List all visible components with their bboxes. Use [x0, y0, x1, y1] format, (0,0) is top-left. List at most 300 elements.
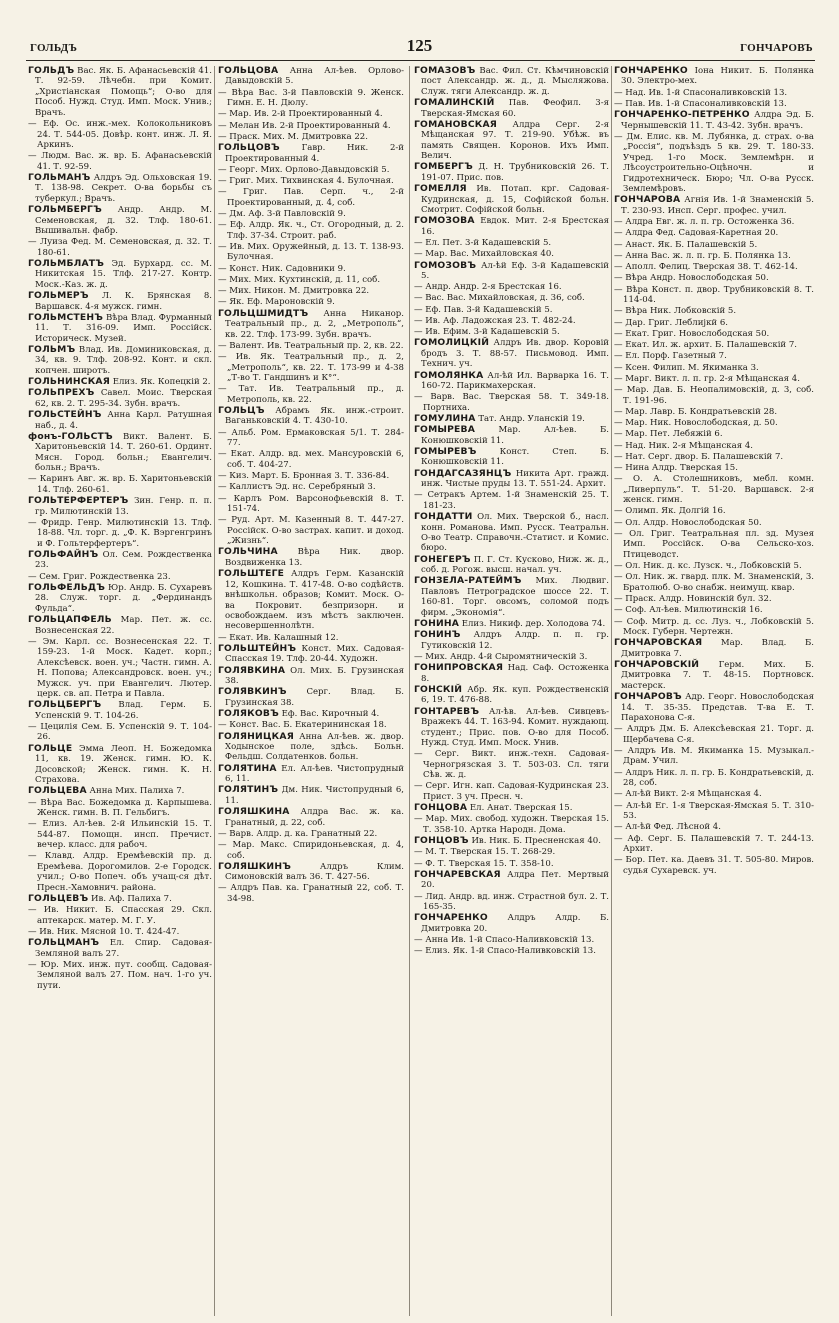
- directory-column-4: [614, 66, 814, 1316]
- directory-entry: [218, 709, 404, 719]
- entry-text: — Еф. Ос. инж.-мех. Колокольниковъ 24. Т. 544-05. Довѣр. конт. инж. Л. Я. Аркинъ.: [28, 119, 212, 150]
- entry-surname: ГОНСКІЙ: [414, 683, 463, 695]
- entry-text: — Киз. Март. Б. Бронная 3. Т. 336-84.: [218, 471, 390, 482]
- entry-text: — Мих. Мих. Кухтинскій, д. 11, соб.: [218, 274, 381, 285]
- directory-subentry: [218, 449, 404, 470]
- entry-text: — Ел. Пет. 3-й Кадашевскій 5.: [414, 238, 552, 249]
- directory-subentry: [28, 151, 212, 172]
- entry-text: Агнія Ив. 1-й Знаменскій 5. Т. 230-93. Инсп. Серг. профес. учил.: [621, 195, 814, 216]
- entry-text: Ал-ѣв. Ал-ѣев. Сивцевъ-Вражекъ 44. Т. 163-94. Комит. нуждающ. студент.; Прис. пов. О-во для Пособ. Нужд. Студ. Имп. Моск. Унив.: [421, 706, 609, 748]
- directory-subentry: [614, 789, 814, 799]
- directory-subentry: [614, 273, 814, 283]
- entry-text: — Олимп. Як. Долгій 16.: [614, 506, 726, 517]
- entry-surname: ГОНЧАРОВЪ: [614, 691, 682, 703]
- entry-text: — Праск. Мих. М. Дмитровка 22.: [218, 131, 368, 142]
- entry-text: — Алдръ Дм. Б. Алексѣевская 21. Торг. д. Щербачева С-я.: [614, 724, 814, 745]
- directory-entry: [414, 371, 609, 392]
- directory-entry: [218, 66, 404, 87]
- entry-text: Серг. Влад. Б. Грузинская 38.: [225, 687, 404, 708]
- entry-text: — Аполл. Фелиц. Тверская 38. Т. 462-14.: [614, 262, 798, 273]
- directory-subentry: [614, 855, 814, 876]
- entry-text: — Соф. Ал-ѣев. Милютинскій 16.: [614, 605, 763, 616]
- entry-text: Адр. Георг. Новослободская 14. Т. 35-35. Представ. Т-ва Е. Т. Парахонова С-я.: [621, 692, 814, 724]
- directory-subentry: [614, 285, 814, 306]
- entry-text: Вѣра Ник. двор. Воздвиженка 13.: [225, 547, 404, 568]
- entry-text: — Дар. Григ. Леблиjкй 6.: [614, 317, 728, 328]
- directory-subentry: [414, 305, 609, 315]
- entry-text: — Алдра Фед. Садовая-Каретная 20.: [614, 228, 779, 239]
- entry-text: Гавр. Ник. 2-й Проектированный 4.: [225, 143, 404, 164]
- entry-text: — Ал-ѣй Фед. Лѣсной 4.: [614, 822, 721, 833]
- directory-subentry: [414, 935, 609, 945]
- directory-entry: [28, 550, 212, 571]
- directory-subentry: [614, 518, 814, 528]
- entry-text: — Андр. Андр. 2-я Брестская 16.: [414, 282, 562, 293]
- entry-text: Вас. Як. Б. Афанасьевскій 41. Т. 92-59. Лѣчебн. при Комит. „Христіанская Помощь“; О-во для Пособ. Нужд. Студ. Имп. Моск. Унив.; Врачъ.: [35, 66, 212, 118]
- entry-text: Анна Ал-ѣев. Орлово-Давыдовскій 5.: [225, 66, 404, 87]
- entry-text: Ел. Анат. Тверская 15.: [467, 803, 573, 814]
- directory-entry: [414, 576, 609, 618]
- entry-text: Мар. Влад. Б. Дмитровка 7.: [621, 638, 814, 659]
- entry-surname: ГОЛЯВКИНА: [218, 664, 286, 676]
- directory-entry: [218, 764, 404, 785]
- directory-subentry: [614, 228, 814, 238]
- entry-surname: ГОМОЛИЦКІЙ: [414, 337, 490, 349]
- entry-text: — Ив. Мих. Оружейный, д. 13. Т. 138-93. Булочная.: [218, 242, 404, 263]
- entry-text: — Эм. Карл. сс. Вознесенская 22. Т. 159-23. 1-й Моск. Кадет. корп.; Алексѣевск. воен. уч.; Частн. гимн. А. Н. Попова; Александровск. воен. уч.; Мужск. уч. при Евангелич. Лютер. церк. св. ап. Петра и Павла.: [28, 636, 212, 700]
- entry-text: — Конст. Ник. Садовники 9.: [218, 263, 346, 274]
- entry-text: — Нина Алдр. Тверская 15.: [614, 463, 738, 474]
- entry-text: Герм. Мих. Б. Дмитровка 7. Т. 48-15. Портновск. мастерск.: [621, 659, 814, 691]
- entry-text: — Мар. Лавр. Б. Кондратьевскій 28.: [614, 406, 778, 417]
- entry-surname: ГОНЧАРОВА: [614, 194, 681, 206]
- entry-surname: ГОЛЬЦЕВА: [28, 785, 87, 797]
- directory-entry: [218, 807, 404, 828]
- entry-surname: ГОЛЬМБЛАТЪ: [28, 257, 105, 269]
- directory-entry: [414, 425, 609, 446]
- directory-entry: [414, 261, 609, 282]
- entry-text: — Варв. Вас. Тверская 58. Т. 349-18. Портниха.: [414, 392, 609, 413]
- entry-text: — Мар. Пет. Лебяжій 6.: [614, 429, 723, 440]
- entry-text: — Ол. Алдр. Новослободская 50.: [614, 517, 762, 528]
- directory-entry: [28, 205, 212, 236]
- entry-surname: ГОМЫРЕВА: [414, 424, 476, 436]
- entry-text: — Ив. Ефим. 3-й Кадашевскій 5.: [414, 327, 560, 338]
- entry-surname: ГОЛЬЦШМИДТЪ: [218, 307, 309, 319]
- directory-subentry: [28, 119, 212, 150]
- entry-text: Л. К. Брянская 8. Варшавск. 4-я мужск. гимн.: [35, 291, 212, 312]
- directory-subentry: [614, 306, 814, 316]
- directory-entry: [28, 345, 212, 376]
- directory-subentry: [218, 515, 404, 546]
- entry-text: Анна Мих. Палиха 7.: [86, 786, 185, 797]
- entry-text: — Елиз. Ал-ѣев. 2-й Ильинскій 15. Т. 544-87. Помощн. инсп. Пречист. вечер. класс. для рабоч.: [28, 819, 212, 851]
- directory-subentry: [218, 242, 404, 263]
- entry-text: — Праск. Алдр. Новинскій бул. 32.: [614, 594, 772, 605]
- directory-entry: [414, 162, 609, 183]
- directory-entry: [414, 414, 609, 424]
- directory-subentry: [414, 238, 609, 248]
- directory-subentry: [614, 251, 814, 261]
- entry-surname: ГОЛЯНИЦКАЯ: [218, 730, 294, 742]
- entry-text: — Анна Ив. 1-й Спасо-Наливковскій 13.: [414, 934, 595, 945]
- entry-text: — Ив. Никит. Б. Спасская 29. Скл. аптекарск. матер. М. Г. У.: [28, 905, 212, 926]
- entry-text: — Ал-ѣй Ег. 1-я Тверская-Ямская 5. Т. 310-53.: [614, 800, 814, 822]
- directory-entry: [28, 894, 212, 904]
- directory-subentry: [614, 834, 814, 855]
- directory-subentry: [218, 176, 404, 186]
- entry-text: — Алдръ Ник. л. п. гр. Б. Кондратьевскій, д. 28, соб.: [614, 767, 814, 789]
- directory-subentry: [218, 720, 404, 730]
- directory-subentry: [218, 132, 404, 142]
- entry-text: — Аф. Серг. Б. Палашевскій 7. Т. 244-13. Архит.: [614, 833, 814, 855]
- directory-subentry: [614, 240, 814, 250]
- entry-text: Іона Никит. Б. Полянка 30. Электро-мех.: [621, 66, 814, 87]
- entry-text: Влад. Герм. Б. Успенскій 9. Т. 104-26.: [35, 700, 212, 721]
- entry-text: — Алдра Евг. ж. л. п. гр. Остоженка 36.: [614, 217, 795, 228]
- entry-surname: ГОЛЬФАЙНЪ: [28, 548, 99, 560]
- directory-entry: [28, 388, 212, 409]
- directory-entry: [28, 313, 212, 344]
- directory-subentry: [218, 840, 404, 861]
- entry-surname: ГОЛЯТИНА: [218, 762, 277, 774]
- directory-entry: [414, 66, 609, 97]
- entry-text: — Нат. Серг. двор. Б. Палашевскій 7.: [614, 451, 784, 462]
- entry-text: — Ол. Ник. ж. гвард. плк. М. Знаменскій, 3. Братолюб. О-во снабж. неимущ. квар.: [614, 572, 814, 593]
- directory-subentry: [614, 429, 814, 439]
- entry-text: — Вѣра Андр. Новослободская 50.: [614, 273, 769, 284]
- directory-entry: [614, 660, 814, 691]
- directory-subentry: [614, 363, 814, 373]
- entry-text: — Григ. Мих. Тихвинская 4. Булочная.: [218, 176, 394, 187]
- entry-surname: ГОНЦОВЪ: [414, 835, 469, 847]
- directory-subentry: [414, 781, 609, 802]
- entry-text: — Каринъ Авг. ж. вр. Б. Харитоньевскій 14. Тлф. 260-61.: [28, 474, 212, 495]
- entry-text: — Над. Ник. 2-я Мѣщанская 4.: [614, 440, 753, 451]
- entry-surname: ГОНЗЕЛА-РАТЕЙМЪ: [414, 575, 522, 587]
- entry-text: Вас. Фил. Ст. Кѣмчиновскій пост Александр. ж. д., д. Мысляжова. Служ. тяги Александр. ж. д.: [421, 66, 609, 97]
- directory-subentry: [218, 341, 404, 351]
- entry-surname: ГОНТАРЕВЪ: [414, 705, 480, 717]
- entry-surname: ГОНЧАРЕНКО: [414, 912, 488, 924]
- entry-text: Алдръ Алдр. Б. Дмитровка 20.: [421, 913, 609, 934]
- entry-surname: ГОЛЯШКИНА: [218, 806, 290, 818]
- directory-subentry: [218, 494, 404, 515]
- entry-text: Д. Н. Трубниковскій 26. Т. 191-07. Прис. пов.: [421, 162, 609, 183]
- directory-entry: [28, 700, 212, 721]
- directory-entry: [414, 685, 609, 706]
- entry-text: — Фридр. Генр. Милютинскій 13. Тлф. 18-88. Чл. торг. д. „Ф. К. Вэргенгринъ и Ф. Гольтерфертеръ“.: [28, 517, 212, 549]
- entry-surname: ГОНДАТТИ: [414, 511, 473, 523]
- entry-text: Алдръ Герм. Казанскій 12, Кошкина. Т. 417-48. О-во содѣйств. внѣшкольн. образов; Комит. Моск. О-ва Покровит. безпризорн. и освобождаем. изъ мѣстъ заключен. несовершеннолѣтн.: [225, 569, 404, 632]
- entry-text: Анна Ал-ѣев. ж. двор. Ходынское поле, здѣсь. Больн. Фельдш. Солдатенков. больн.: [225, 731, 404, 763]
- entry-text: — Тат. Ив. Театральный пр., д. Метрополь, кв. 22.: [218, 384, 404, 405]
- directory-subentry: [414, 749, 609, 780]
- entry-text: Анна Никанор. Театральный пр., д. 2, „Метрополь“, кв. 22. Тлф. 173-99. Зубн. врачъ.: [225, 308, 404, 340]
- entry-surname: ГОЛЬДЪ: [28, 66, 75, 76]
- entry-surname: ГОМАЗОВЪ: [414, 66, 476, 76]
- directory-subentry: [614, 617, 814, 638]
- entry-text: — Варв. Алдр. д. ка. Гранатный 22.: [218, 828, 378, 839]
- entry-surname: ГОНИНА: [414, 618, 460, 630]
- directory-subentry: [218, 88, 404, 109]
- entry-surname: ГОЛЬСТЕЙНЪ: [28, 409, 102, 421]
- entry-text: Ив. Ник. Б. Пресненская 40.: [468, 836, 601, 847]
- entry-text: — Над. Ив. 1-й Спасоналивковскій 13.: [614, 87, 788, 98]
- entry-text: — Сем. Григ. Рождественка 23.: [28, 571, 171, 582]
- entry-text: — Дм. Елис. кв. М. Лубянка, д. страх. о-ва „Россія“, подъѣздъ 5 кв. 29. Т. 180-33. Учред. 1-го Моск. Землемѣрн. и Лѣсоустроительно-Оцѣночн. и Гидротехническ. Бюро; Чл. О-ва Русск. Землемѣровъ.: [614, 131, 814, 195]
- column-divider: [409, 66, 410, 1316]
- directory-entry: [28, 583, 212, 614]
- directory-subentry: [414, 249, 609, 259]
- entry-text: — Мих. Никон. М. Дмитровка 22.: [218, 286, 370, 297]
- directory-entry: [28, 173, 212, 204]
- directory-entry: [414, 619, 609, 629]
- directory-entry: [218, 687, 404, 708]
- entry-text: — Валент. Ив. Театральный пр. 2, кв. 22.: [218, 340, 404, 351]
- directory-subentry: [28, 722, 212, 743]
- directory-entry: [218, 666, 404, 687]
- directory-subentry: [218, 384, 404, 405]
- entry-text: Елиз. Як. Копецкій 2.: [110, 377, 211, 388]
- directory-subentry: [414, 946, 609, 956]
- directory-subentry: [218, 264, 404, 274]
- entry-text: — Елиз. Як. 1-й Спасо-Наливковскій 13.: [414, 946, 596, 957]
- directory-entry: [414, 803, 609, 813]
- directory-subentry: [614, 506, 814, 516]
- directory-subentry: [218, 297, 404, 307]
- directory-entry: [414, 184, 609, 215]
- directory-subentry: [614, 561, 814, 571]
- directory-subentry: [414, 293, 609, 303]
- entry-text: Алдра Серг. 2-я Мѣщанская 97. Т. 219-90. Убѣж. въ память Священ. Коронов. Ихъ Имп. Велич.: [421, 119, 609, 162]
- entry-text: — Ал-ѣй Викт. 2-я Мѣщанская 4.: [614, 789, 762, 800]
- directory-subentry: [614, 724, 814, 745]
- entry-text: — Вѣра Вас. Божедомка д. Карпышева. Женск. гимн. В. П. Гельбигъ.: [28, 797, 212, 818]
- directory-subentry: [614, 99, 814, 109]
- entry-text: Алдръ Эд. Ольховская 19. Т. 138-98. Секрет. О-ва борьбы съ туберкул.; Врачъ.: [35, 172, 212, 204]
- directory-entry: [28, 377, 212, 387]
- entry-text: Еф. Вас. Кирочный 4.: [278, 709, 380, 720]
- entry-text: — Алдръ Пав. ка. Гранатный 22, соб. Т. 34-98.: [218, 883, 404, 904]
- entry-text: — Людм. Вас. ж. вр. Б. Афанасьевскій 41. Т. 92-59.: [28, 151, 212, 172]
- directory-subentry: [614, 605, 814, 615]
- directory-entry: [218, 569, 404, 632]
- directory-subentry: [218, 275, 404, 285]
- running-head-left: ГОЛЬДЪ: [30, 42, 78, 54]
- directory-subentry: [28, 905, 212, 926]
- entry-text: Юр. Андр. Б. Сухаревъ 28. Служ. торг. д. „Фердинандъ Фульда“.: [35, 582, 212, 614]
- entry-text: — Анаст. Як. Б. Палашевскій 5.: [614, 239, 758, 250]
- entry-text: П. Г. Ст. Кусково, Ниж. ж. д., соб. д. Рогож. высш. начал. уч.: [421, 554, 609, 576]
- entry-surname: ГОЛЯШКИНЪ: [218, 860, 292, 872]
- directory-subentry: [614, 262, 814, 272]
- directory-entry: [414, 555, 609, 576]
- entry-text: — Як. Еф. Мароновскій 9.: [218, 297, 335, 308]
- entry-text: — Екат. Алдр. вд. мех. Мансуровскій 6, соб. Т. 404-27.: [218, 449, 404, 470]
- directory-entry: [218, 732, 404, 763]
- directory-subentry: [218, 471, 404, 481]
- entry-text: Мар. Ал-ѣев. Б. Конюшковскій 11.: [421, 425, 609, 446]
- directory-subentry: [614, 452, 814, 462]
- entry-text: Абр. Як. куп. Рождественскій 6, 19. Т. 476-88.: [421, 684, 609, 706]
- entry-text: — Екат. Ив. Калашный 12.: [218, 632, 339, 643]
- directory-column-3: [414, 66, 609, 1316]
- entry-text: Вѣра Влад. Фурманный 11. Т. 316-09. Имп. Россійск. Историческ. Музей.: [35, 312, 212, 344]
- entry-text: — Ив. Ник. Мясной 10. Т. 424-47.: [28, 926, 180, 937]
- directory-entry: [414, 630, 609, 651]
- entry-surname: ГОЛЬЦАПФЕЛЬ: [28, 614, 112, 626]
- entry-text: — Вас. Вас. Михайловская, д. 36, соб.: [414, 293, 585, 304]
- directory-entry: [218, 143, 404, 164]
- header-rule: [26, 60, 815, 61]
- directory-entry: [414, 216, 609, 237]
- entry-text: — Еф. Пав. 3-й Кадашевскій 5.: [414, 304, 553, 315]
- entry-text: — Алдръ Ив. М. Якиманка 15. Музыкал.-Драм. Учил.: [614, 745, 814, 767]
- directory-entry: [218, 406, 404, 427]
- entry-text: Алдръ Алдр. п. п. гр. Гутиковскій 12.: [421, 630, 609, 651]
- directory-subentry: [218, 482, 404, 492]
- directory-subentry: [28, 518, 212, 549]
- entry-text: — Мар. Ник. Новослободская, д. 50.: [614, 418, 778, 429]
- entry-text: Ал-ѣй Ил. Варварка 16. Т. 160-72. Парикмахерская.: [421, 370, 609, 392]
- entry-text: — Луиза Фед. М. Семеновская, д. 32. Т. 180-61.: [28, 237, 212, 258]
- entry-text: Алдра Эд. Б. Чернышевскій 11. Т. 43-42. Зубн. врачъ.: [621, 110, 814, 131]
- entry-text: Ол. Мих. Тверской б., насл. конн. Романова. Имп. Русск. Театральн. О-во Театр. Справочн.-Статист. и Комис. бюро.: [421, 512, 609, 554]
- entry-surname: ГОЛЬЧИНА: [218, 546, 278, 558]
- entry-text: Ив. Потап. крг. Садовая-Кудринская, д. 15, Софійской больн. Смотрит. Софійской больн.: [421, 184, 609, 216]
- directory-entry: [28, 259, 212, 290]
- directory-subentry: [414, 652, 609, 662]
- entry-text: Ив. Аф. Палиха 7.: [88, 894, 172, 904]
- entry-text: — Мар. Мих. свобод. художн. Тверская 15. Т. 358-10. Артка Народн. Дома.: [414, 814, 609, 835]
- entry-text: — Ксен. Филип. М. Якиманка 3.: [614, 362, 759, 373]
- entry-text: Мих. Людвиг. Павловъ Петроградское шоссе 22. Т. 160-81. Торг. овсомъ, соломой подъ фирм. „Экономія“.: [421, 576, 609, 618]
- entry-surname: ГОНЧАРОВСКІЙ: [614, 658, 700, 670]
- entry-surname: ГОНЧАРЕВСКАЯ: [414, 868, 501, 880]
- directory-subentry: [614, 385, 814, 406]
- entry-text: — Серг. Игн. кап. Садовая-Кудринская 23. Прист. 3 уч. Пресн. ч.: [414, 781, 609, 802]
- entry-surname: ГОЛЬЦЪ: [218, 404, 265, 416]
- directory-entry: [218, 644, 404, 665]
- directory-subentry: [218, 165, 404, 175]
- directory-entry: [414, 707, 609, 749]
- entry-text: Тат. Андр. Уланскій 19.: [475, 414, 585, 425]
- entry-surname: ГОЛЬЦОВЪ: [218, 142, 280, 154]
- entry-surname: ГОЛЬЦМАНЪ: [28, 937, 100, 949]
- directory-entry: [28, 410, 212, 431]
- entry-text: — Каллистъ Эд. нс. Серебряный 3.: [218, 482, 376, 493]
- directory-entry: [218, 862, 404, 883]
- directory-entry: [614, 638, 814, 659]
- entry-text: — Цецилія Сем. Б. Успенскій 9. Т. 104-26.: [28, 721, 212, 743]
- entry-text: — Еф. Алдр. Як. ч., Ст. Огородный, д. 2. Тлф. 37-34. Строит. раб.: [218, 220, 404, 241]
- directory-entry: [414, 836, 609, 846]
- entry-text: — Ив. Як. Театральный пр., д. 2, „Метрополь“, кв. 22. Т. 173-99 и 4-38 „Т-во Т. Гандшинъ и К°“.: [218, 352, 404, 384]
- directory-subentry: [614, 132, 814, 195]
- directory-entry: [28, 432, 212, 474]
- entry-text: Алдръ Клим. Симоновскій валъ 36. Т. 427-56.: [225, 861, 404, 883]
- entry-text: Пав. Феофил. 3-я Тверская-Ямская 60.: [421, 98, 609, 119]
- directory-subentry: [218, 352, 404, 383]
- directory-subentry: [614, 594, 814, 604]
- directory-subentry: [414, 316, 609, 326]
- directory-entry: [414, 338, 609, 369]
- entry-surname: ГОЛЬМСТЕНЪ: [28, 311, 104, 323]
- entry-surname: ГОЛЬМАНЪ: [28, 171, 91, 183]
- directory-entry: [614, 66, 814, 87]
- directory-subentry: [414, 814, 609, 835]
- directory-subentry: [218, 829, 404, 839]
- directory-entry: [218, 547, 404, 568]
- directory-subentry: [414, 490, 609, 511]
- entry-text: Дм. Ник. Чистопрудный 6, 11.: [225, 785, 404, 806]
- entry-surname: ГОЛЬЦЕ: [28, 742, 73, 754]
- page-number: 125: [406, 36, 433, 55]
- directory-subentry: [614, 318, 814, 328]
- directory-subentry: [218, 109, 404, 119]
- entry-text: — М. Т. Тверская 15. Т. 268-29.: [414, 847, 556, 858]
- directory-entry: [414, 512, 609, 554]
- entry-text: Алдръ Ив. двор. Коровій бродъ 3. Т. 88-57. Письмовод. Имп. Технич. уч.: [421, 338, 609, 370]
- directory-entry: [218, 785, 404, 806]
- entry-text: — Вѣра Конст. п. двор. Трубниковскій 8. Т. 114-04.: [614, 284, 814, 306]
- directory-column-1: [28, 66, 212, 1316]
- entry-text: — Вѣра Ник. Лобковскій 5.: [614, 306, 737, 317]
- directory-entry: [28, 615, 212, 636]
- entry-surname: ГОЛЬЦЕВЪ: [28, 893, 89, 904]
- directory-entry: [28, 291, 212, 312]
- entry-text: — Вѣра Вас. 3-й Павловскій 9. Женск. Гимн. Е. Н. Дюлу.: [218, 87, 404, 109]
- directory-subentry: [614, 746, 814, 767]
- entry-text: — Мар. Ив. 2-й Проектированный 4.: [218, 109, 383, 120]
- entry-text: — Ол. Ник. д. кс. Лузск. ч., Лобковскій 5.: [614, 561, 802, 572]
- directory-entry: [414, 98, 609, 119]
- directory-subentry: [28, 851, 212, 893]
- directory-subentry: [614, 217, 814, 227]
- entry-text: — Руд. Арт. М. Казенный 8. Т. 447-27. Россійск. О-во застрах. капит. и доход. „Жизнь“.: [218, 515, 404, 547]
- entry-text: — Григ. Пав. Серп. ч., 2-й Проектированный, д. 4, соб.: [218, 187, 404, 208]
- directory-subentry: [614, 529, 814, 560]
- directory-subentry: [218, 883, 404, 904]
- entry-text: Викт. Валент. Б. Харитоньевскій 14. Т. 260-61. Ординт. Мясн. Город. больн.; Евангелич. больн.; Врачъ.: [35, 431, 212, 474]
- entry-surname: ГОНЧАРОВСКАЯ: [614, 637, 703, 649]
- directory-subentry: [414, 392, 609, 413]
- entry-text: — Юр. Мих. инж. пут. сообщ. Садовая-Земляной валъ 27. Пом. нач. 1-го уч. пути.: [28, 959, 212, 991]
- entry-text: — Лид. Андр. вд. инж. Страстной бул. 2. Т. 165-35.: [414, 891, 609, 912]
- entry-text: — Мар. Дав. Б. Неопалимовскій, д. 3, соб. Т. 191-96.: [614, 385, 814, 406]
- directory-entry: [414, 469, 609, 490]
- entry-surname: ГОМАНОВСКАЯ: [414, 118, 498, 130]
- entry-surname: ГОЛЬФЕЛЬДЪ: [28, 581, 106, 593]
- directory-entry: [414, 913, 609, 934]
- entry-surname: ГОНИНЪ: [414, 629, 461, 641]
- entry-surname: ГОЛЬПРЕХЪ: [28, 387, 95, 399]
- directory-subentry: [414, 892, 609, 913]
- entry-surname: ГОМЕЛЛЯ: [414, 183, 467, 195]
- page-header: [0, 0, 839, 62]
- directory-entry: [28, 496, 212, 517]
- directory-subentry: [218, 209, 404, 219]
- directory-subentry: [28, 927, 212, 937]
- entry-text: Ол. Мих. Б. Грузинская 38.: [225, 665, 404, 687]
- directory-entry: [414, 447, 609, 468]
- directory-entry: [28, 66, 212, 118]
- entry-text: Савел. Моис. Тверская 62, кв. 2. Т. 295-34. Зубн. врачъ.: [35, 388, 212, 409]
- entry-text: — Мих. Андр. 4-й Сыромятническій 3.: [414, 651, 588, 662]
- entry-text: — Анна Вас. ж. л. п. гр. Б. Полянка 13.: [614, 250, 791, 261]
- entry-surname: ГОЛЬМБЕРГЪ: [28, 204, 102, 216]
